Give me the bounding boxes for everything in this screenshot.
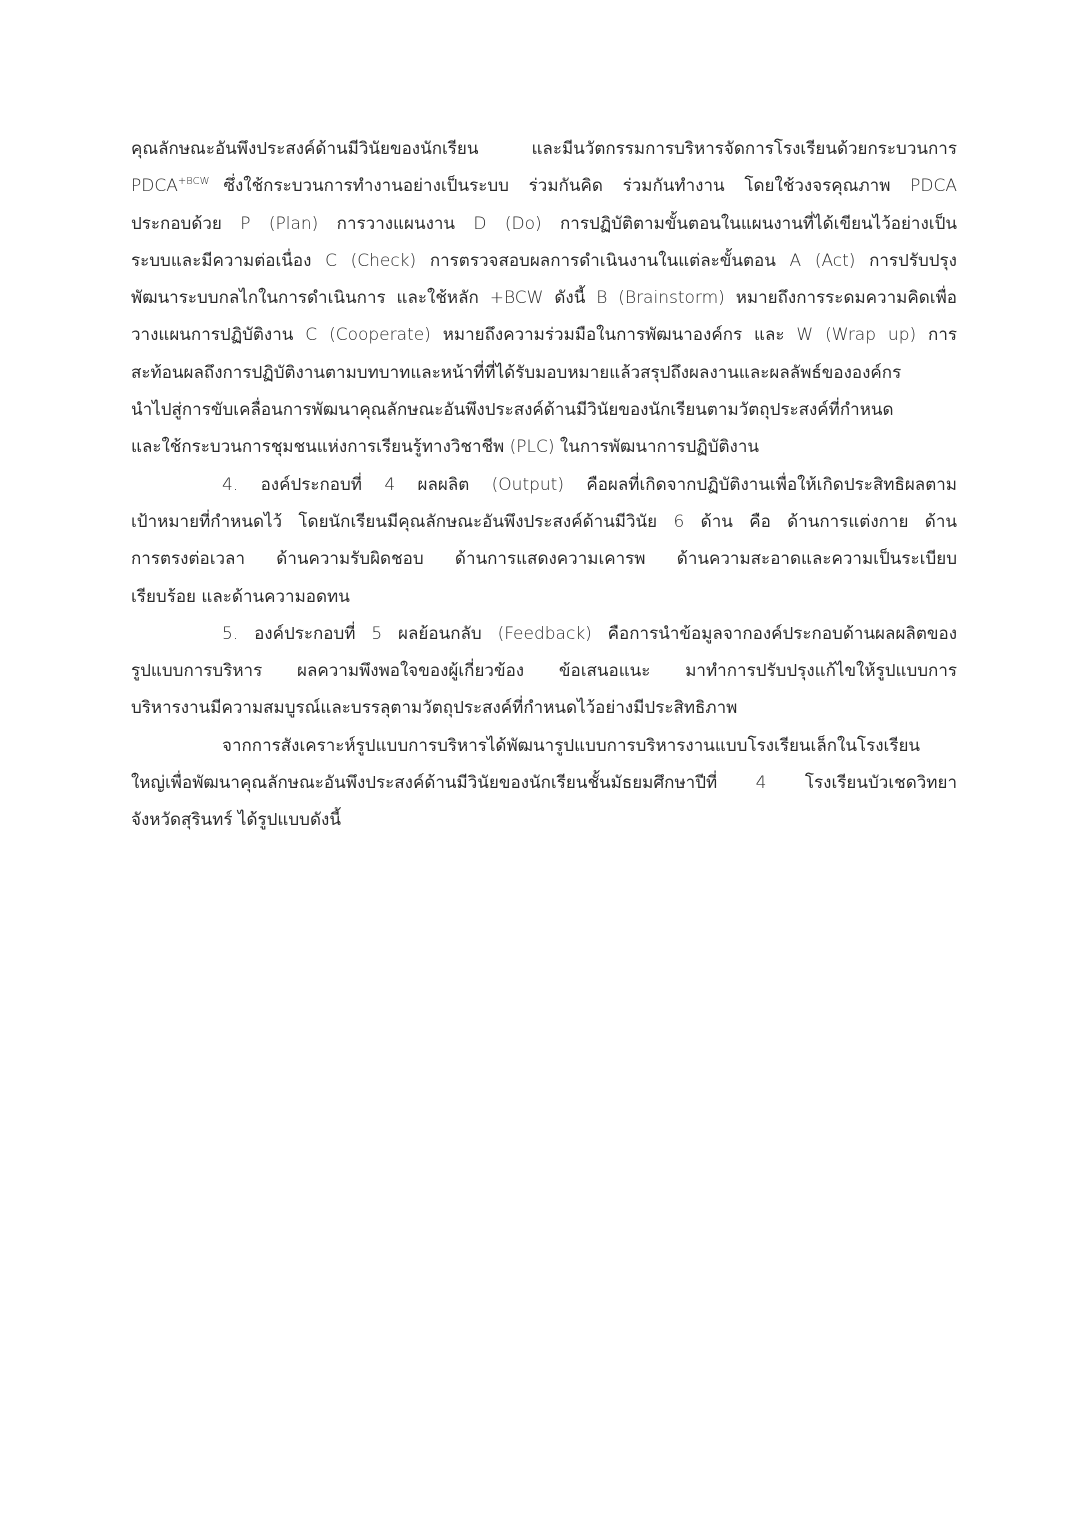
item-5-heading-line: 5. องค์ประกอบที่ 5 ผลย้อนกลับ (Feedback) คือการนำข้อมูลจากองค์ประกอบด้านผลผลิตของ [222,623,957,644]
text-line [131,168,957,205]
conclusion-paragraph-line: จากการสังเคราะห์รูปแบบการบริหารได้พัฒนารูปแบบการบริหารงานแบบโรงเรียนเล็กในโรงเรียน [222,735,921,756]
text-line: รูปแบบการบริหาร ผลความพึงพอใจของผู้เกี่ยวข้อง ข้อเสนอแนะ มาทำการปรับปรุงแก้ไขให้รูปแบบการ [131,661,957,682]
text-line: ใหญ่เพื่อพัฒนาคุณลักษณะอันพึงประสงค์ด้านมีวินัยของนักเรียนชั้นมัธยมศึกษาปีที่ 4 โรงเรียนบัวเชดวิทยา [131,773,957,794]
item-4-heading-line: 4. องค์ประกอบที่ 4 ผลผลิต (Output) คือผลที่เกิดจากปฏิบัติงานเพื่อให้เกิดประสิทธิผลตาม [222,474,957,495]
text-line: ประกอบด้วย P (Plan) การวางแผนงาน D (Do) การปฏิบัติตามขั้นตอนในแผนงานที่ได้เขียนไว้อย่างเป็น [131,213,957,234]
text-line: คุณลักษณะอันพึงประสงค์ด้านมีวินัยของนักเรียน และมีนวัตกรรมการบริหารจัดการโรงเรียนด้วยกระบวนการ [131,139,957,159]
pdca-term: PDCA [131,176,178,197]
text-line: สะท้อนผลถึงการปฏิบัติงานตามบทบาทและหน้าที่ที่ได้รับมอบหมายแล้วสรุปถึงผลงานและผลลัพธ์ขององค์กร [131,362,902,383]
text-line-rest: ซึ่งใช้กระบวนการทำงานอย่างเป็นระบบ ร่วมกันคิด ร่วมกันทำงาน โดยใช้วงจรคุณภาพ PDCA [223,176,957,197]
text-line: นำไปสู่การขับเคลื่อนการพัฒนาคุณลักษณะอันพึงประสงค์ด้านมีวินัยของนักเรียนตามวัตถุประสงค์ที่กำหนด [131,400,894,421]
text-line: และใช้กระบวนการชุมชนแห่งการเรียนรู้ทางวิชาชีพ (PLC) ในการพัฒนาการปฏิบัติงาน [131,437,760,458]
text-line: ระบบและมีความต่อเนื่อง C (Check) การตรวจสอบผลการดำเนินงานในแต่ละขั้นตอน A (Act) การปรับปรุง [131,250,957,271]
text-line: เรียบร้อย และด้านความอดทน [131,586,350,607]
text-line: การตรงต่อเวลา ด้านความรับผิดชอบ ด้านการแสดงความเคารพ ด้านความสะอาดและความเป็นระเบียบ [131,549,957,570]
text-line: เป้าหมายที่กำหนดไว้ โดยนักเรียนมีคุณลักษณะอันพึงประสงค์ด้านมีวินัย 6 ด้าน คือ ด้านการแต่งกาย ด้าน [131,511,957,532]
bcw-superscript: +BCW [177,175,210,187]
text-line: วางแผนการปฏิบัติงาน C (Cooperate) หมายถึงความร่วมมือในการพัฒนาองค์กร และ W (Wrap up) การ [131,325,957,346]
text-line: บริหารงานมีความสมบูรณ์และบรรลุตามวัตถุประสงค์ที่กำหนดไว้อย่างมีประสิทธิภาพ [131,698,738,719]
text-line: จังหวัดสุรินทร์ ได้รูปแบบดังนี้ [131,810,341,831]
text-line: พัฒนาระบบกลไกในการดำเนินการ และใช้หลัก +BCW ดังนี้ B (Brainstorm) หมายถึงการระดมความคิดเพื่อ [131,288,957,309]
body-text [131,131,957,840]
